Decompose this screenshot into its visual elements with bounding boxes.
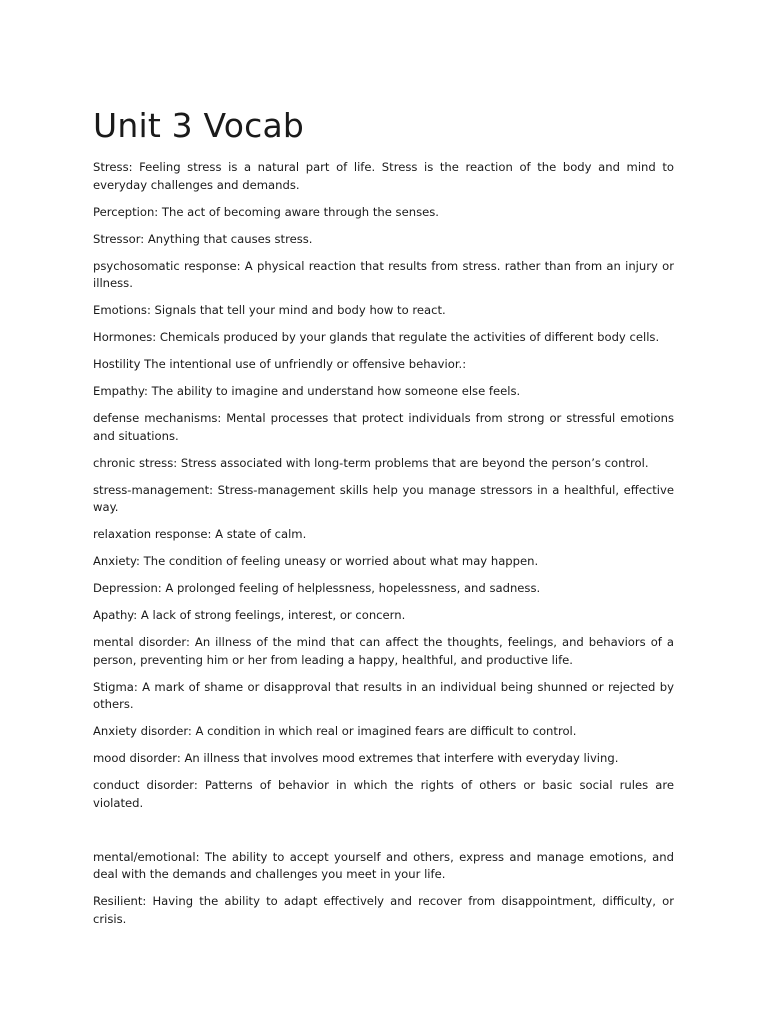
- vocab-entry-stigma: Stigma: A mark of shame or disapproval that results in an individual being shunned or rejected by others.: [93, 679, 674, 711]
- vocab-entry-mental-disorder: mental disorder: An illness of the mind that can affect the thoughts, feelings, and behaviors of a person, preventing him or her from leading a happy, healthful, and productive life.: [93, 635, 674, 667]
- vocab-entry-mood-disorder: mood disorder: An illness that involves mood extremes that interfere with everyday living.: [93, 751, 619, 765]
- vocab-entry-stress-management: stress-management: Stress-management skills help you manage stressors in a healthful, effective way.: [93, 482, 674, 514]
- vocab-entry-psychosomatic-response: psychosomatic response: A physical reaction that results from stress. rather than from an injury or illness.: [93, 258, 674, 290]
- page-title: Unit 3 Vocab: [93, 106, 305, 145]
- vocab-entry-stress: Stress: Feeling stress is a natural part of life. Stress is the reaction of the body and mind to everyday challenges and demands.: [93, 160, 674, 192]
- vocab-entry-defense-mechanisms: defense mechanisms: Mental processes that protect individuals from strong or stressful emotions and situations.: [93, 411, 674, 443]
- vocab-entry-stressor: Stressor: Anything that causes stress.: [93, 231, 313, 246]
- vocab-entry-chronic-stress: chronic stress: Stress associated with long-term problems that are beyond the person’s control.: [93, 455, 649, 470]
- vocab-entry-apathy: Apathy: A lack of strong feelings, interest, or concern.: [93, 608, 406, 622]
- vocab-entry-conduct-disorder: conduct disorder: Patterns of behavior in which the rights of others or basic social rules are violated.: [93, 778, 674, 810]
- vocab-entry-depression: Depression: A prolonged feeling of helplessness, hopelessness, and sadness.: [93, 581, 541, 595]
- vocab-entry-resilient: Resilient: Having the ability to adapt effectively and recover from disappointment, difficulty, or crisis.: [93, 894, 674, 926]
- document-page: [93, 104, 674, 938]
- vocab-entry-hormones: Hormones: Chemicals produced by your glands that regulate the activities of different body cells.: [93, 330, 660, 344]
- vocab-entry-anxiety: Anxiety: The condition of feeling uneasy or worried about what may happen.: [93, 554, 539, 568]
- vocab-entry-hostility: Hostility The intentional use of unfriendly or offensive behavior.:: [93, 357, 467, 371]
- vocab-entry-relaxation-response: relaxation response: A state of calm.: [93, 527, 307, 541]
- vocab-entry-anxiety-disorder: Anxiety disorder: A condition in which real or imagined fears are difficult to control.: [93, 724, 577, 738]
- section-gap: [93, 822, 674, 849]
- vocab-entry-empathy: Empathy: The ability to imagine and understand how someone else feels.: [93, 384, 521, 398]
- vocab-entry-perception: Perception: The act of becoming aware through the senses.: [93, 204, 439, 219]
- vocab-entry-emotions: Emotions: Signals that tell your mind and body how to react.: [93, 303, 446, 317]
- vocab-entry-mental-emotional: mental/emotional: The ability to accept yourself and others, express and manage emotions, and deal with the demands and challenges you meet in your life.: [93, 849, 674, 881]
